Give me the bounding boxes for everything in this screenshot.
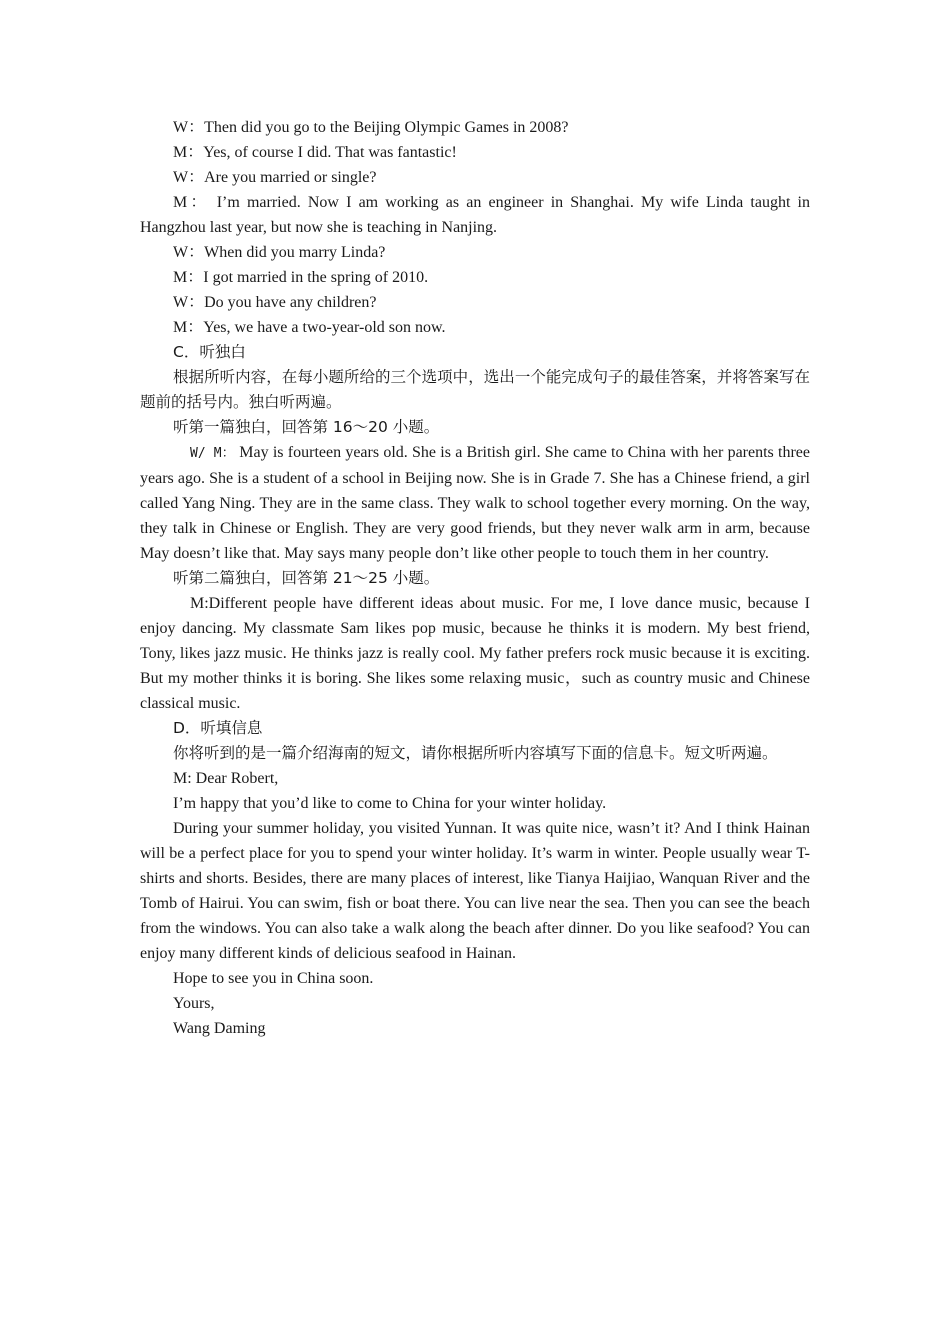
line-text: I’m married. Now I am working as an engineer in Shanghai. My wife Linda taught in Hangzhou last year, but now she is teaching in Nanjing. [140,194,810,236]
line-text: Yes, we have a two-year-old son now. [203,319,446,336]
line-text: Yes, of course I did. That was fantastic! [203,144,457,161]
section-c-instruction: 根据所听内容，在每小题所给的三个选项中，选出一个能完成句子的最佳答案，并将答案写在题前的括号内。独白听两遍。 [140,368,810,411]
dialogue-line: M：I got married in the spring of 2010. [173,269,429,286]
section-c-heading: C．听独白 [173,343,246,361]
dialogue-line: W：Do you have any children? [173,294,377,311]
speaker: M [173,319,188,336]
dialogue-line: M：Yes, of course I did. That was fantastic! [173,144,457,161]
speaker: W [173,294,189,311]
line-text: Are you married or single? [204,169,377,186]
monologue-2-intro: 听第二篇独白，回答第 21～25 小题。 [173,569,440,587]
line-text: When did you marry Linda? [204,244,386,261]
monologue-1-text: W/ M： May is fourteen years old. She is a British girl. She came to China with her parents three years ago. She is a student of a school in Beijing now. She is in Grade 7. She has a Chinese friend, a girl called Yang Ning. They are in the same class. They walk to school together every morning. On the way, they talk in Chinese or English. They are very good friends, but they never walk arm in arm, because May doesn’t like that. May says many people don’t like other people to touch them in her country. [140,444,810,562]
dialogue-line: W：Are you married or single? [173,169,377,186]
monologue-2-text: M:Different people have different ideas about music. For me, I love dance music, because I enjoy dancing. My classmate Sam likes pop music, because he thinks it is modern. My best friend, Tony, likes jazz music. He thinks jazz is really cool. My father prefers rock music because it is exciting. But my mother thinks it is boring. She likes some relaxing music，such as country music and Chinese classical music. [140,595,810,712]
speaker: W [173,119,189,136]
monologue-1-speaker: W/ M： [190,446,236,461]
dialogue-line: W：Then did you go to the Beijing Olympic Games in 2008? [173,119,569,136]
section-d-heading: D．听填信息 [173,719,263,737]
speaker: W [173,169,189,186]
document-page [140,115,810,1041]
speaker: M [173,269,188,286]
letter-paragraph: During your summer holiday, you visited Yunnan. It was quite nice, wasn’t it? And I think Hainan will be a perfect place for you to spend your winter holiday. It’s warm in winter. People usually wear T-shirts and shorts. Besides, there are many places of interest, like Tianya Haijiao, Wanquan River and the Tomb of Hairui. You can swim, fish or boat there. You can live near the sea. Then you can see the beach from the windows. You can also take a walk along the beach after dinner. Do you like seafood? You can enjoy many different kinds of delicious seafood in Hainan. [140,820,810,962]
speaker: M [173,194,188,211]
letter-salutation: M: Dear Robert, [173,770,279,787]
letter-paragraph: I’m happy that you’d like to come to China for your winter holiday. [173,795,607,812]
section-d-instruction: 你将听到的是一篇介绍海南的短文，请你根据所听内容填写下面的信息卡。短文听两遍。 [173,744,778,762]
dialogue-line: M：Yes, we have a two-year-old son now. [173,319,446,336]
line-text: Then did you go to the Beijing Olympic Games in 2008? [204,119,569,136]
letter-signature: Wang Daming [173,1020,266,1037]
speaker: M [173,144,188,161]
dialogue [140,115,810,340]
line-text: Do you have any children? [204,294,377,311]
letter-closing: Hope to see you in China soon. [173,970,374,987]
line-text: I got married in the spring of 2010. [203,269,429,286]
monologue-1-intro: 听第一篇独白，回答第 16～20 小题。 [173,418,440,436]
letter-signoff: Yours, [173,995,215,1012]
speaker: W [173,244,189,261]
dialogue-line: M： I’m married. Now I am working as an engineer in Shanghai. My wife Linda taught in Hangzhou last year, but now she is teaching in Nanjing. [140,194,810,236]
dialogue-line: W：When did you marry Linda? [173,244,386,261]
